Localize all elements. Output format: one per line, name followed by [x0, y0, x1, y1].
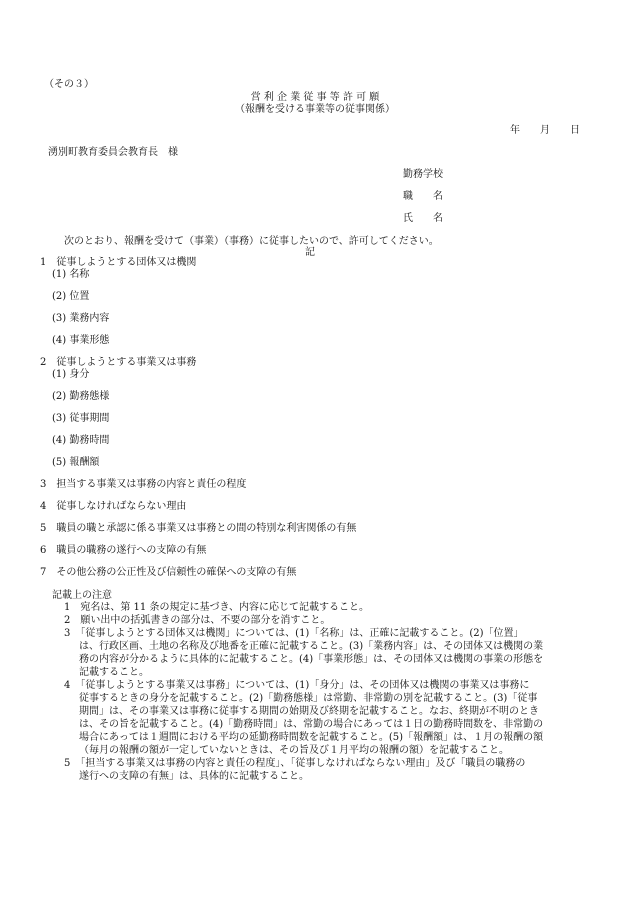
section-2-1: (1) 身分 — [52, 369, 90, 380]
form-title: 営 利 企 業 従 事 等 許 可 願 — [250, 92, 380, 103]
section-1-2: (2) 位置 — [52, 291, 90, 302]
form-number: （その３） — [44, 79, 94, 90]
note-line: 場合にあっては１週間における平均の延勤務時間数を記載すること。(5)「報酬額」は、１月の報酬の額 — [79, 732, 544, 743]
intro-text: 次のとおり、報酬を受けて（事業）（事務）に従事したいので、許可してください。 — [64, 236, 439, 247]
section-1-1: (1) 名称 — [52, 269, 90, 280]
section-7: 7 その他公務の公正性及び信頼性の確保への支障の有無 — [40, 567, 297, 578]
note-line: 1 宛名は、第 11 条の規定に基づき、内容に応じて記載すること。 — [64, 602, 370, 613]
section-4: 4 従事しなければならない理由 — [40, 501, 187, 512]
applicant-school-label: 勤務学校 — [403, 169, 443, 180]
note-line: は、その旨を記載すること。(4)「勤務時間」は、常勤の場合にあっては１日の勤務時間数を、非常勤の — [79, 719, 544, 730]
note-line: 5 「担当する事業又は事務の内容と責任の程度」、「従事しなければならない理由」及び「職員の職務の — [64, 758, 526, 769]
note-line: は、行政区画、土地の名称及び地番を正確に記載すること。(3)「業務内容」は、その団体又は機関の業 — [79, 641, 544, 652]
addressee: 湧別町教育委員会教育長 様 — [48, 147, 178, 158]
note-line: 遂行への支障の有無」は、具体的に記載すること。 — [79, 771, 309, 782]
notes-heading: 記載上の注意 — [52, 590, 112, 601]
date-line: 年 月 日 — [510, 125, 580, 136]
section-1-3: (3) 業務内容 — [52, 313, 110, 324]
note-line: 務の内容が分かるように具体的に記載すること。(4)「事業形態」は、その団体又は機関の事業の形態を — [79, 654, 544, 665]
section-1-4: (4) 事業形態 — [52, 335, 110, 346]
section-1: 1 従事しようとする団体又は機関 — [40, 257, 197, 268]
note-line: 期間」は、その事業又は事務に従事する期間の始期及び終期を記載すること。なお、終期が不明のとき — [79, 706, 539, 717]
section-6: 6 職員の職務の遂行への支障の有無 — [40, 545, 207, 556]
section-2-5: (5) 報酬額 — [52, 457, 100, 468]
section-5: 5 職員の職と承認に係る事業又は事務との間の特別な利害関係の有無 — [40, 523, 357, 534]
ki-heading: 記 — [305, 247, 315, 258]
section-2: 2 従事しようとする事業又は事務 — [40, 357, 197, 368]
section-2-3: (3) 従事期間 — [52, 413, 110, 424]
note-line: （毎月の報酬の額が一定していないときは、その旨及び１月平均の報酬の額）を記載すること。 — [79, 745, 509, 756]
applicant-name-label: 氏 名 — [403, 213, 443, 224]
form-subtitle: （報酬を受ける事業等の従事関係） — [235, 104, 395, 115]
applicant-position-label: 職 名 — [403, 191, 443, 202]
section-2-2: (2) 勤務態様 — [52, 391, 110, 402]
note-line: 4 「従事しようとする事業又は事務」については、(1)「身分」は、その団体又は機関の事業又は事務に — [64, 680, 530, 691]
section-3: 3 担当する事業又は事務の内容と責任の程度 — [40, 479, 247, 490]
note-line: 3 「従事しようとする団体又は機関」については、(1)「名称」は、正確に記載すること。(2)「位置」 — [64, 628, 524, 639]
note-line: 従事するときの身分を記載すること。(2)「勤務態様」は常勤、非常勤の別を記載すること。(3)「従事 — [79, 693, 538, 704]
note-line: 記載すること。 — [79, 667, 149, 678]
note-line: 2 願い出中の括弧書きの部分は、不要の部分を消すこと。 — [64, 615, 331, 626]
section-2-4: (4) 勤務時間 — [52, 435, 110, 446]
